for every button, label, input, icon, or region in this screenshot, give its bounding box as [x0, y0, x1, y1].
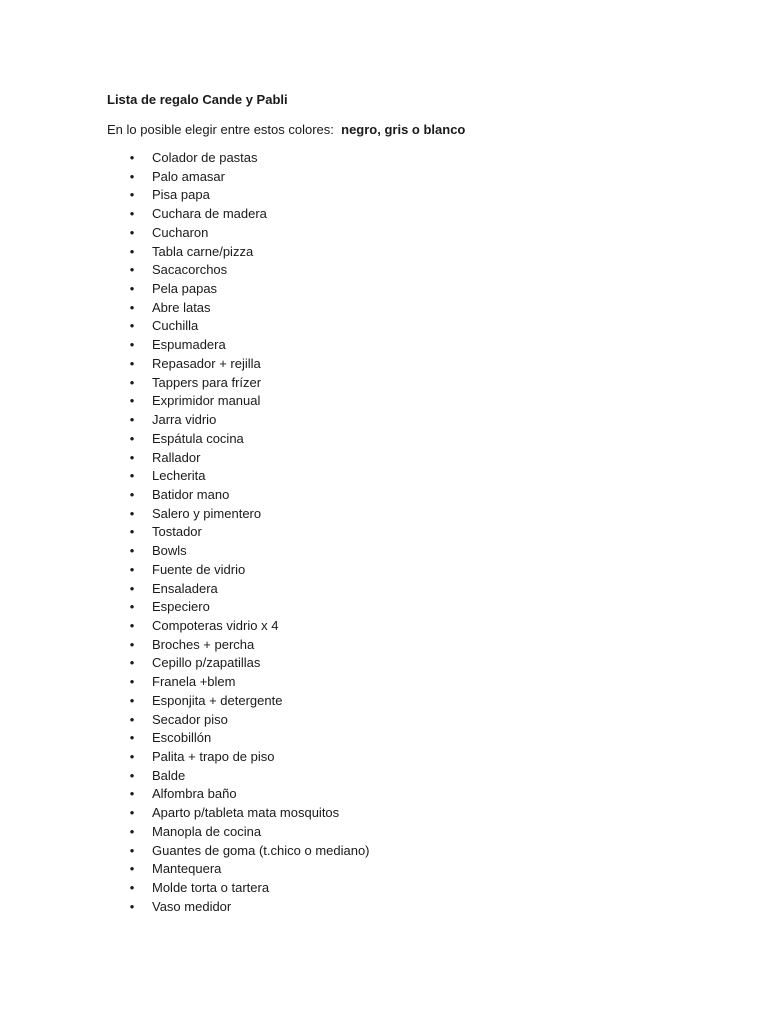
bullet-icon: • — [129, 468, 135, 484]
list-item-label: Pela papas — [152, 281, 218, 297]
list-item-label: Tabla carne/pizza — [152, 243, 254, 259]
list-item-label: Franela +blem — [152, 674, 236, 690]
list-item-label: Broches + percha — [152, 636, 255, 652]
bullet-icon: • — [129, 393, 135, 409]
list-item-label: Cuchara de madera — [152, 206, 267, 222]
bullet-icon: • — [129, 599, 135, 615]
bullet-icon: • — [129, 449, 135, 465]
bullet-icon: • — [129, 898, 135, 914]
list-item-label: Colador de pastas — [152, 150, 258, 165]
list-item-label: Secador piso — [152, 711, 228, 727]
list-item-label: Ensaladera — [152, 580, 218, 596]
list-item-label: Exprimidor manual — [152, 393, 261, 409]
list-item-label: Rallador — [152, 449, 201, 465]
bullet-icon: • — [129, 823, 135, 839]
list-item-label: Esponjita + detergente — [152, 692, 283, 708]
bullet-icon: • — [129, 430, 135, 446]
bullet-icon: • — [129, 412, 135, 428]
list-item-label: Fuente de vidrio — [152, 561, 246, 577]
list-item-label: Jarra vidrio — [152, 412, 217, 428]
list-item-label: Balde — [152, 767, 186, 783]
bullet-icon: • — [129, 617, 135, 633]
list-item-label: Espumadera — [152, 337, 226, 353]
list-item-label: Escobillón — [152, 730, 212, 746]
bullet-icon: • — [129, 543, 135, 559]
document-title: Lista de regalo Cande y Pabli — [107, 92, 288, 107]
bullet-icon: • — [129, 281, 135, 297]
list-item-label: Tostador — [152, 524, 202, 540]
list-item-label: Mantequera — [152, 861, 222, 877]
bullet-icon: • — [129, 150, 135, 165]
bullet-icon: • — [129, 187, 135, 203]
bullet-icon: • — [129, 524, 135, 540]
list-item-label: Lecherita — [152, 468, 206, 484]
list-item-label: Alfombra baño — [152, 786, 237, 802]
bullet-icon: • — [129, 655, 135, 671]
intro-text: En lo posible elegir entre estos colores: — [107, 122, 334, 137]
bullet-icon: • — [129, 318, 135, 334]
bullet-icon: • — [129, 711, 135, 727]
list-item-label: Especiero — [152, 599, 210, 615]
list-item-label: Cuchilla — [152, 318, 199, 334]
bullet-icon: • — [129, 805, 135, 821]
list-item-label: Batidor mano — [152, 486, 230, 502]
list-item-label: Vaso medidor — [152, 898, 232, 914]
list-item-label: Bowls — [152, 543, 187, 559]
list-item-label: Pisa papa — [152, 187, 210, 203]
bullet-icon: • — [129, 767, 135, 783]
bullet-icon: • — [129, 505, 135, 521]
list-item-label: Compoteras vidrio x 4 — [152, 617, 279, 633]
list-item-label: Repasador + rejilla — [152, 355, 261, 371]
bullet-icon: • — [129, 842, 135, 858]
list-item-label: Guantes de goma (t.chico o mediano) — [152, 842, 370, 858]
bullet-icon: • — [129, 243, 135, 259]
list-item-label: Cepillo p/zapatillas — [152, 655, 261, 671]
list-item-label: Cucharon — [152, 224, 209, 240]
list-item-label: Abre latas — [152, 299, 211, 315]
intro-colors: negro, gris o blanco — [341, 122, 466, 137]
bullet-icon: • — [129, 636, 135, 652]
bullet-icon: • — [129, 561, 135, 577]
bullet-icon: • — [129, 786, 135, 802]
intro-paragraph — [107, 121, 465, 139]
bullet-icon: • — [129, 730, 135, 746]
bullet-icon: • — [129, 861, 135, 877]
bullet-icon: • — [129, 374, 135, 390]
bullet-icon: • — [129, 486, 135, 502]
bullet-icon: • — [129, 749, 135, 764]
bullet-icon: • — [129, 580, 135, 596]
list-item-label: Salero y pimentero — [152, 505, 262, 521]
bullet-icon: • — [129, 692, 135, 708]
bullet-icon: • — [129, 206, 135, 222]
bullet-icon: • — [129, 262, 135, 278]
list-item-label: Tappers para frízer — [152, 374, 262, 390]
bullet-icon: • — [129, 674, 135, 690]
list-item-label: Espátula cocina — [152, 430, 244, 446]
list-item-label: Molde torta o tartera — [152, 880, 270, 896]
list-item-label: Sacacorchos — [152, 262, 228, 278]
list-item-label: Manopla de cocina — [152, 823, 262, 839]
bullet-icon: • — [129, 168, 135, 184]
list-item-label: Palita + trapo de piso — [152, 749, 275, 764]
bullet-icon: • — [129, 299, 135, 315]
bullet-icon: • — [129, 880, 135, 896]
list-item-label: Aparto p/tableta mata mosquitos — [152, 805, 340, 821]
list-item-label: Palo amasar — [152, 168, 225, 184]
bullet-icon: • — [129, 224, 135, 240]
bullet-icon: • — [129, 337, 135, 353]
bullet-icon: • — [129, 355, 135, 371]
